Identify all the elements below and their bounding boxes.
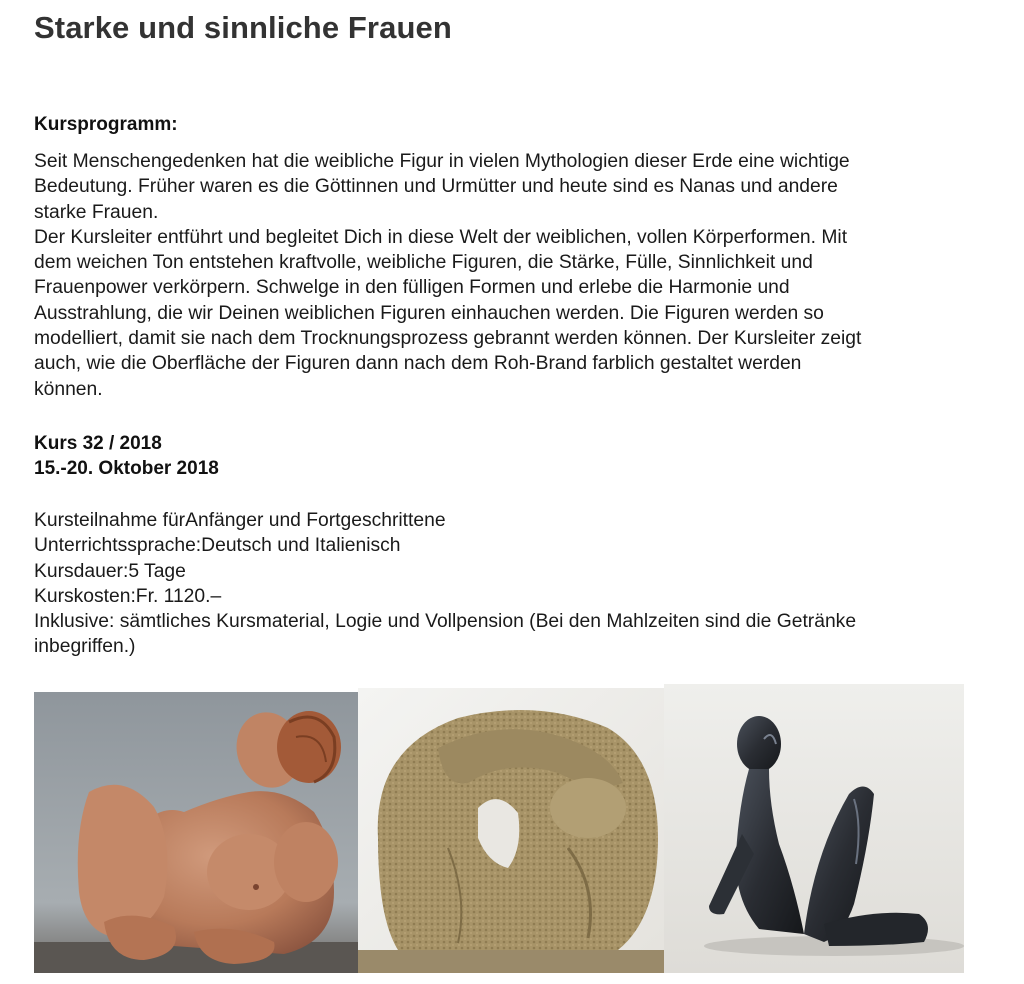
program-line: modelliert, damit sie nach dem Trocknungsprozess gebrannt werden können. Der Kursleiter zeigt: [34, 328, 862, 350]
page-title: Starke und sinnliche Frauen: [34, 10, 452, 45]
program-line: Bedeutung. Früher waren es die Göttinnen und Urmütter und heute sind es Nanas und andere: [34, 176, 838, 198]
detail-duration: Kursdauer:5 Tage: [34, 560, 186, 582]
program-line: dem weichen Ton entstehen kraftvolle, weibliche Figuren, die Stärke, Fülle, Sinnlichkeit und: [34, 252, 813, 274]
terracotta-sculpture-photo: [34, 692, 358, 973]
program-line: Ausstrahlung, die wir Deinen weiblichen Figuren einhauchen werden. Die Figuren werden so: [34, 302, 824, 324]
detail-inclusive: Inklusive: sämtliches Kursmaterial, Logie und Vollpension (Bei den Mahlzeiten sind die Getränke: [34, 611, 857, 633]
detail-cost: Kurskosten:Fr. 1120.–: [34, 585, 222, 607]
detail-language: Unterrichtssprache:Deutsch und Italienisch: [34, 535, 401, 557]
program-line: können.: [34, 378, 103, 400]
program-description: [34, 149, 994, 402]
program-line: Frauenpower verkörpern. Schwelge in den fülligen Formen und erlebe die Harmonie und: [34, 277, 790, 299]
course-details: [34, 508, 994, 660]
course-number: Kurs 32 / 2018: [34, 433, 162, 454]
detail-participants: Kursteilnahme fürAnfänger und Fortgeschrittene: [34, 510, 446, 531]
program-heading: Kursprogramm:: [34, 114, 178, 135]
course-info: [34, 431, 219, 481]
clay-sculpture-photo: [358, 688, 664, 973]
course-dates: 15.-20. Oktober 2018: [34, 458, 219, 479]
program-line: auch, wie die Oberfläche der Figuren dann nach dem Roh-Brand farblich gestaltet werden: [34, 353, 802, 375]
dark-sculpture-photo: [664, 684, 964, 973]
program-line: Der Kursleiter entführt und begleitet Dich in diese Welt der weiblichen, vollen Körperformen. Mit: [34, 226, 848, 248]
program-line: starke Frauen.: [34, 201, 159, 223]
program-line: Seit Menschengedenken hat die weibliche Figur in vielen Mythologien dieser Erde eine wichtige: [34, 151, 850, 172]
detail-inclusive-cont: inbegriffen.): [34, 636, 136, 658]
